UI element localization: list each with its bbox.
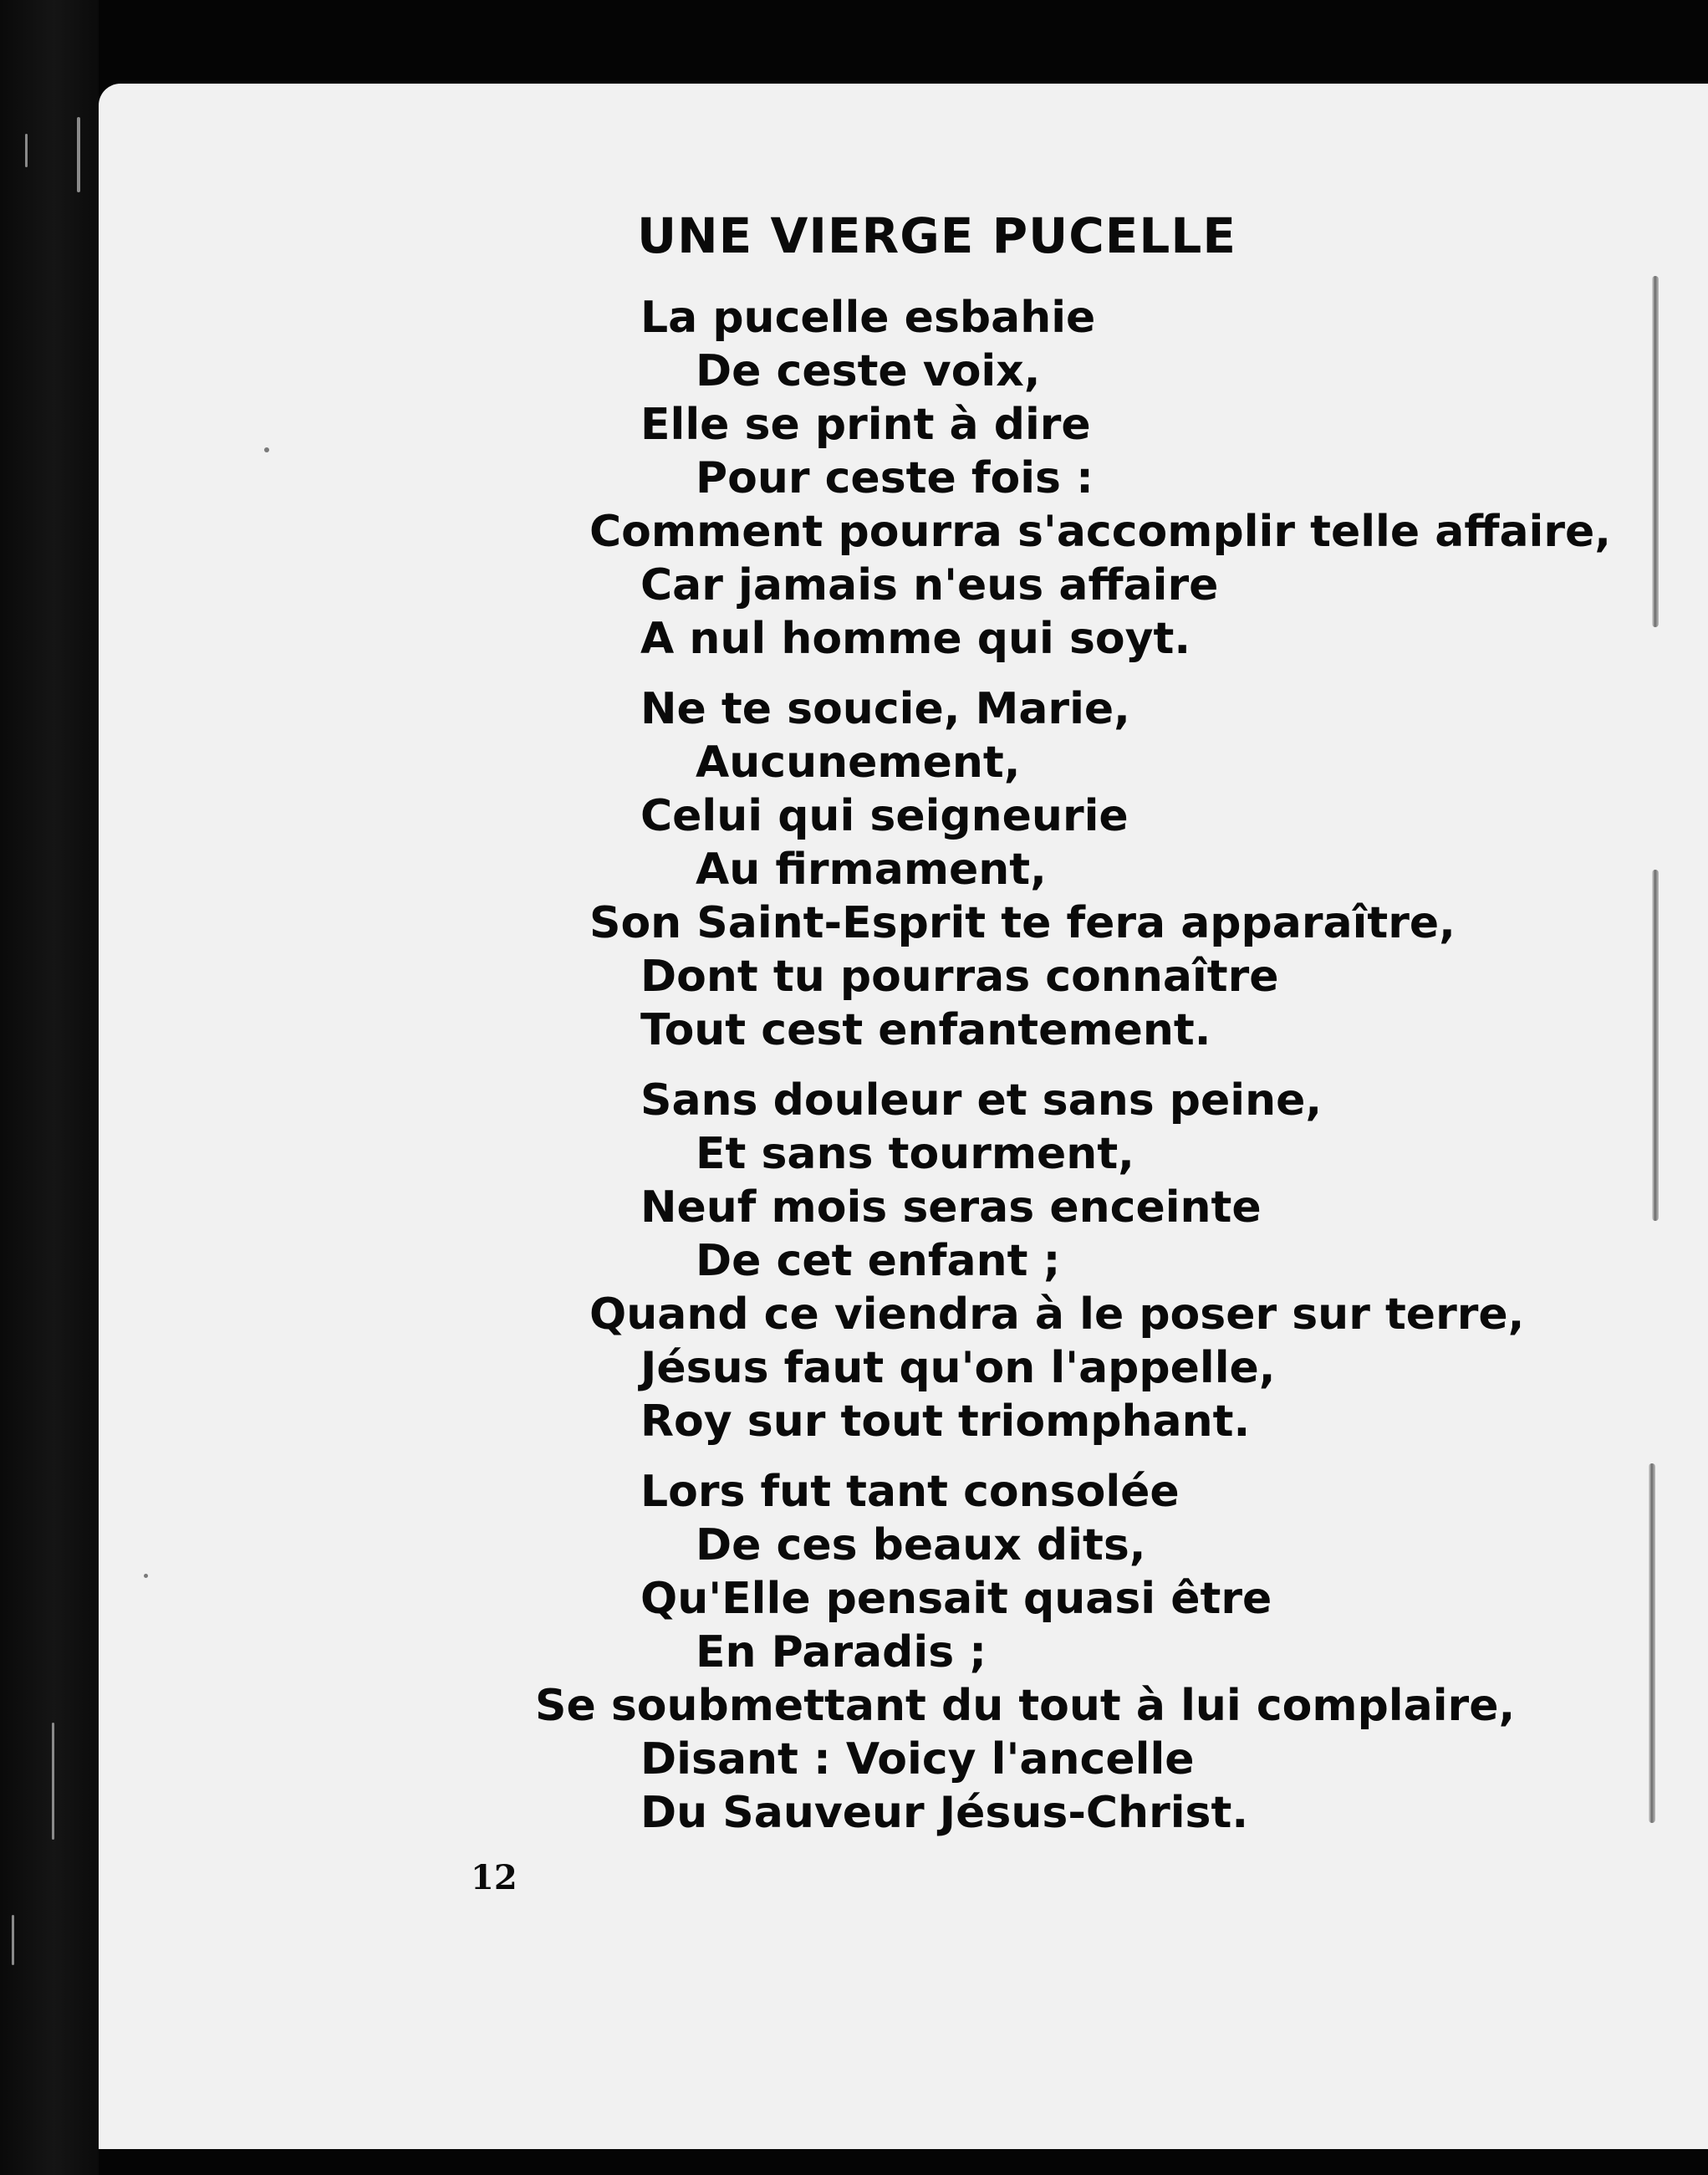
poem-line: Du Sauveur Jésus-Christ. <box>640 1788 1249 1838</box>
poem-line: Neuf mois seras enceinte <box>640 1182 1262 1233</box>
poem-line: En Paradis ; <box>696 1627 987 1677</box>
stanza <box>0 291 1708 666</box>
stanza <box>0 1074 1708 1448</box>
poem-line: Elle se print à dire <box>640 400 1091 450</box>
poem-line: De cet enfant ; <box>696 1236 1061 1286</box>
page-number: 12 <box>471 1858 517 1897</box>
poem-line: Son Saint-Esprit te fera apparaître, <box>589 898 1456 948</box>
poem-line: Et sans tourment, <box>696 1129 1134 1179</box>
poem-line: Se soubmettant du tout à lui complaire, <box>535 1681 1516 1731</box>
poem-line: Dont tu pourras connaître <box>640 952 1279 1002</box>
binding-mark <box>12 1915 14 1965</box>
poem-body <box>0 291 1708 1856</box>
poem-line: Comment pourra s'accomplir telle affaire, <box>589 507 1612 557</box>
poem-line: Celui qui seigneurie <box>640 791 1129 841</box>
poem-line: Pour ceste fois : <box>696 453 1094 503</box>
poem-line: La pucelle esbahie <box>640 293 1096 343</box>
poem-line: De ces beaux dits, <box>696 1520 1146 1570</box>
poem-line: A nul homme qui soyt. <box>640 614 1191 664</box>
poem-line: Car jamais n'eus affaire <box>640 560 1219 610</box>
binding-mark <box>77 117 80 192</box>
poem-line: Au firmament, <box>696 845 1047 895</box>
poem-line: Aucunement, <box>696 738 1021 788</box>
poem-line: Ne te soucie, Marie, <box>640 684 1130 734</box>
binding-mark <box>25 134 28 167</box>
stanza <box>0 682 1708 1057</box>
poem-line: Jésus faut qu'on l'appelle, <box>640 1343 1276 1393</box>
poem-line: Sans douleur et sans peine, <box>640 1075 1323 1126</box>
poem-line: Tout cest enfantement. <box>640 1005 1211 1055</box>
poem-line: Disant : Voicy l'ancelle <box>640 1734 1195 1784</box>
poem-line: Quand ce viendra à le poser sur terre, <box>589 1289 1525 1340</box>
poem-line: Qu'Elle pensait quasi être <box>640 1574 1272 1624</box>
poem-line: Lors fut tant consolée <box>640 1467 1180 1517</box>
poem-line: Roy sur tout triomphant. <box>640 1396 1251 1447</box>
poem-line: De ceste voix, <box>696 346 1041 396</box>
poem-title: UNE VIERGE PUCELLE <box>637 207 1236 264</box>
stanza <box>0 1465 1708 1840</box>
